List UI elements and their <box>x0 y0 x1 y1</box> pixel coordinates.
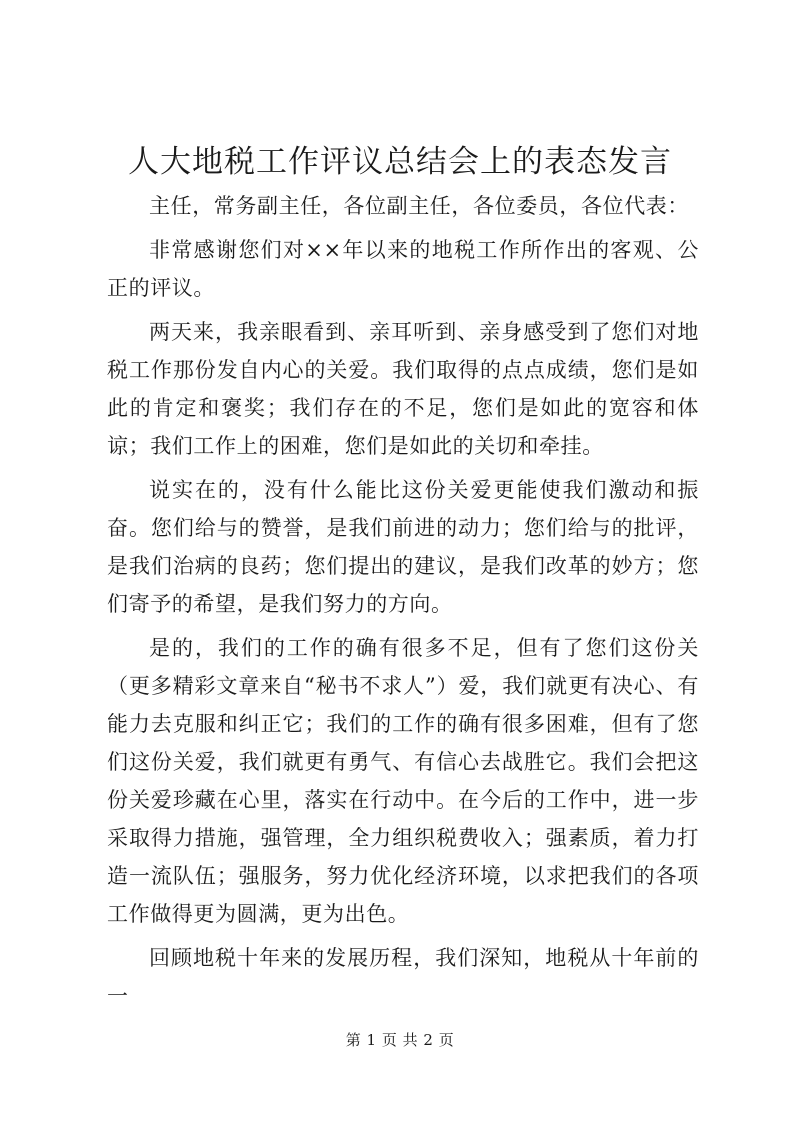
paragraph-shortcomings: 是的，我们的工作的确有很多不足，但有了您们这份关（更多精彩文章来自“秘书不求人”）爱，我们就更有决心、有能力去克服和纠正它；我们的工作的确有很多困难，但有了您们这份关爱，我们就更有勇气、有信心去战胜它。我们会把这份关爱珍藏在心里，落实在行动中。在今后的工作中，进一步采取得力措施，强管理，全力组织税费收入；强素质，着力打造一流队伍；强服务，努力优化经济环境，以求把我们的各项工作做得更为圆满，更为出色。 <box>107 636 699 926</box>
paragraph-thanks: 非常感谢您们对××年以来的地税工作所作出的客观、公正的评议。 <box>107 238 699 300</box>
paragraph-review: 回顾地税十年来的发展历程，我们深知，地税从十年前的一 <box>107 946 699 1008</box>
paragraph-salutation: 主任，常务副主任，各位副主任，各位委员，各位代表： <box>149 194 689 218</box>
page-footer: 第 1 页 共 2 页 <box>345 1031 455 1049</box>
paragraph-honestly: 说实在的，没有什么能比这份关爱更能使我们激动和振奋。您们给与的赞誉，是我们前进的动力；您们给与的批评，是我们治病的良药；您们提出的建议，是我们改革的妙方；您们寄予的希望，是我们努力的方向。 <box>107 478 699 616</box>
document-body <box>107 187 699 1015</box>
document-title: 人大地税工作评议总结会上的表态发言 <box>128 144 672 180</box>
paragraph-two-days: 两天来，我亲眼看到、亲耳听到、亲身感受到了您们对地税工作那份发自内心的关爱。我们取得的点点成绩，您们是如此的肯定和褒奖；我们存在的不足，您们是如此的宽容和体谅；我们工作上的困难，您们是如此的关切和牵挂。 <box>107 320 699 458</box>
